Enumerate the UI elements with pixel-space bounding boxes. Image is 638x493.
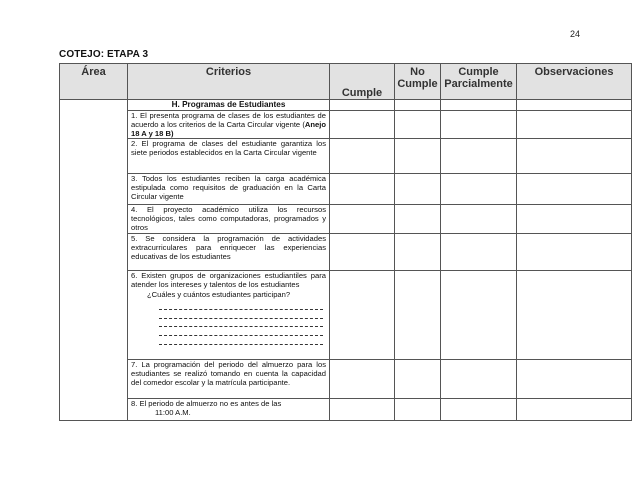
blank-line xyxy=(159,319,323,328)
blank-line xyxy=(159,302,323,311)
observaciones-cell xyxy=(517,174,632,205)
header-cumple-parc-line1: Cumple xyxy=(458,66,499,78)
cumple-parcial-cell xyxy=(441,100,517,111)
participation-question: ¿Cuáles y cuántos estudiantes participan? xyxy=(147,290,291,300)
criterio-5: 5. Se considera la programación de actividades extracurriculares para enriquecer las experiencias educativas de los estudiantes xyxy=(128,234,330,271)
section-title: H. Programas de Estudiantes xyxy=(128,100,330,111)
criterio-1-anejo: Anejo 18 A y 18 B) xyxy=(131,120,326,139)
observaciones-cell xyxy=(517,139,632,174)
criterio-8 xyxy=(128,399,330,421)
cumple-cell xyxy=(330,100,395,111)
header-no-cumple-line1: No xyxy=(410,66,425,78)
blank-line xyxy=(159,336,323,345)
observaciones-cell xyxy=(517,399,632,421)
header-criterios: Criterios xyxy=(128,64,330,100)
table-row xyxy=(60,139,632,174)
no-cumple-cell xyxy=(395,205,441,234)
criterio-6 xyxy=(128,271,330,360)
header-cumple: Cumple xyxy=(330,64,395,100)
cumple-parcial-cell xyxy=(441,111,517,139)
cotejo-table xyxy=(59,63,632,421)
cumple-parcial-cell xyxy=(441,271,517,360)
cumple-cell xyxy=(330,205,395,234)
no-cumple-cell xyxy=(395,271,441,360)
cumple-cell xyxy=(330,139,395,174)
table-row xyxy=(60,271,632,360)
header-cumple-parc-line2: Parcialmente xyxy=(444,78,513,90)
table-header-row xyxy=(60,64,632,100)
table-row xyxy=(60,234,632,271)
cumple-cell xyxy=(330,271,395,360)
cumple-cell xyxy=(330,399,395,421)
cumple-cell xyxy=(330,111,395,139)
criterio-7: 7. La programación del periodo del almuerzo para los estudiantes se realizó tomando en cuenta la capacidad del comedor escolar y la matrícula participante. xyxy=(128,360,330,399)
document-title: COTEJO: ETAPA 3 xyxy=(59,49,149,60)
table-row xyxy=(60,111,632,139)
observaciones-cell xyxy=(517,271,632,360)
criterio-2: 2. El programa de clases del estudiante garantiza los siete periodos establecidos en la Carta Circular vigente xyxy=(128,139,330,174)
criterio-8-text: 8. El periodo de almuerzo no es antes de las xyxy=(131,399,282,409)
cumple-parcial-cell xyxy=(441,360,517,399)
cumple-cell xyxy=(330,174,395,205)
no-cumple-cell xyxy=(395,234,441,271)
no-cumple-cell xyxy=(395,399,441,421)
no-cumple-cell xyxy=(395,174,441,205)
cumple-parcial-cell xyxy=(441,174,517,205)
criterio-1-text: 1. El presenta programa de clases de los estudiantes de acuerdo a los criterios de la Carta Circular vigente ( xyxy=(131,111,326,130)
table-row xyxy=(60,360,632,399)
criterio-4: 4. El proyecto académico utiliza los recursos tecnológicos, tales como computadoras, programados y otros xyxy=(128,205,330,234)
criterio-6-text: 6. Existen grupos de organizaciones estudiantiles para atender los intereses y talentos de los estudiantes xyxy=(131,271,326,290)
header-area: Área xyxy=(60,64,128,100)
answer-blank-lines xyxy=(131,302,326,345)
header-observaciones: Observaciones xyxy=(517,64,632,100)
blank-line xyxy=(159,327,323,336)
cumple-cell xyxy=(330,360,395,399)
cumple-cell xyxy=(330,234,395,271)
criterio-8-time: 11:00 A.M. xyxy=(155,408,191,418)
page-number: 24 xyxy=(570,29,581,39)
header-cumple-parcialmente xyxy=(441,64,517,100)
area-cell xyxy=(60,100,128,421)
header-no-cumple-line2: Cumple xyxy=(397,78,438,90)
observaciones-cell xyxy=(517,234,632,271)
blank-line xyxy=(159,310,323,319)
no-cumple-cell xyxy=(395,139,441,174)
observaciones-cell xyxy=(517,360,632,399)
cumple-parcial-cell xyxy=(441,205,517,234)
no-cumple-cell xyxy=(395,111,441,139)
no-cumple-cell xyxy=(395,100,441,111)
header-no-cumple xyxy=(395,64,441,100)
table-row xyxy=(60,174,632,205)
observaciones-cell xyxy=(517,205,632,234)
criterio-3: 3. Todos los estudiantes reciben la carga académica estipulada como requisitos de graduación en la Carta Circular vigente xyxy=(128,174,330,205)
section-header-row xyxy=(60,100,632,111)
no-cumple-cell xyxy=(395,360,441,399)
table-row xyxy=(60,205,632,234)
criterio-1 xyxy=(128,111,330,139)
cumple-parcial-cell xyxy=(441,399,517,421)
cumple-parcial-cell xyxy=(441,234,517,271)
table-row xyxy=(60,399,632,421)
cumple-parcial-cell xyxy=(441,139,517,174)
observaciones-cell xyxy=(517,100,632,111)
observaciones-cell xyxy=(517,111,632,139)
